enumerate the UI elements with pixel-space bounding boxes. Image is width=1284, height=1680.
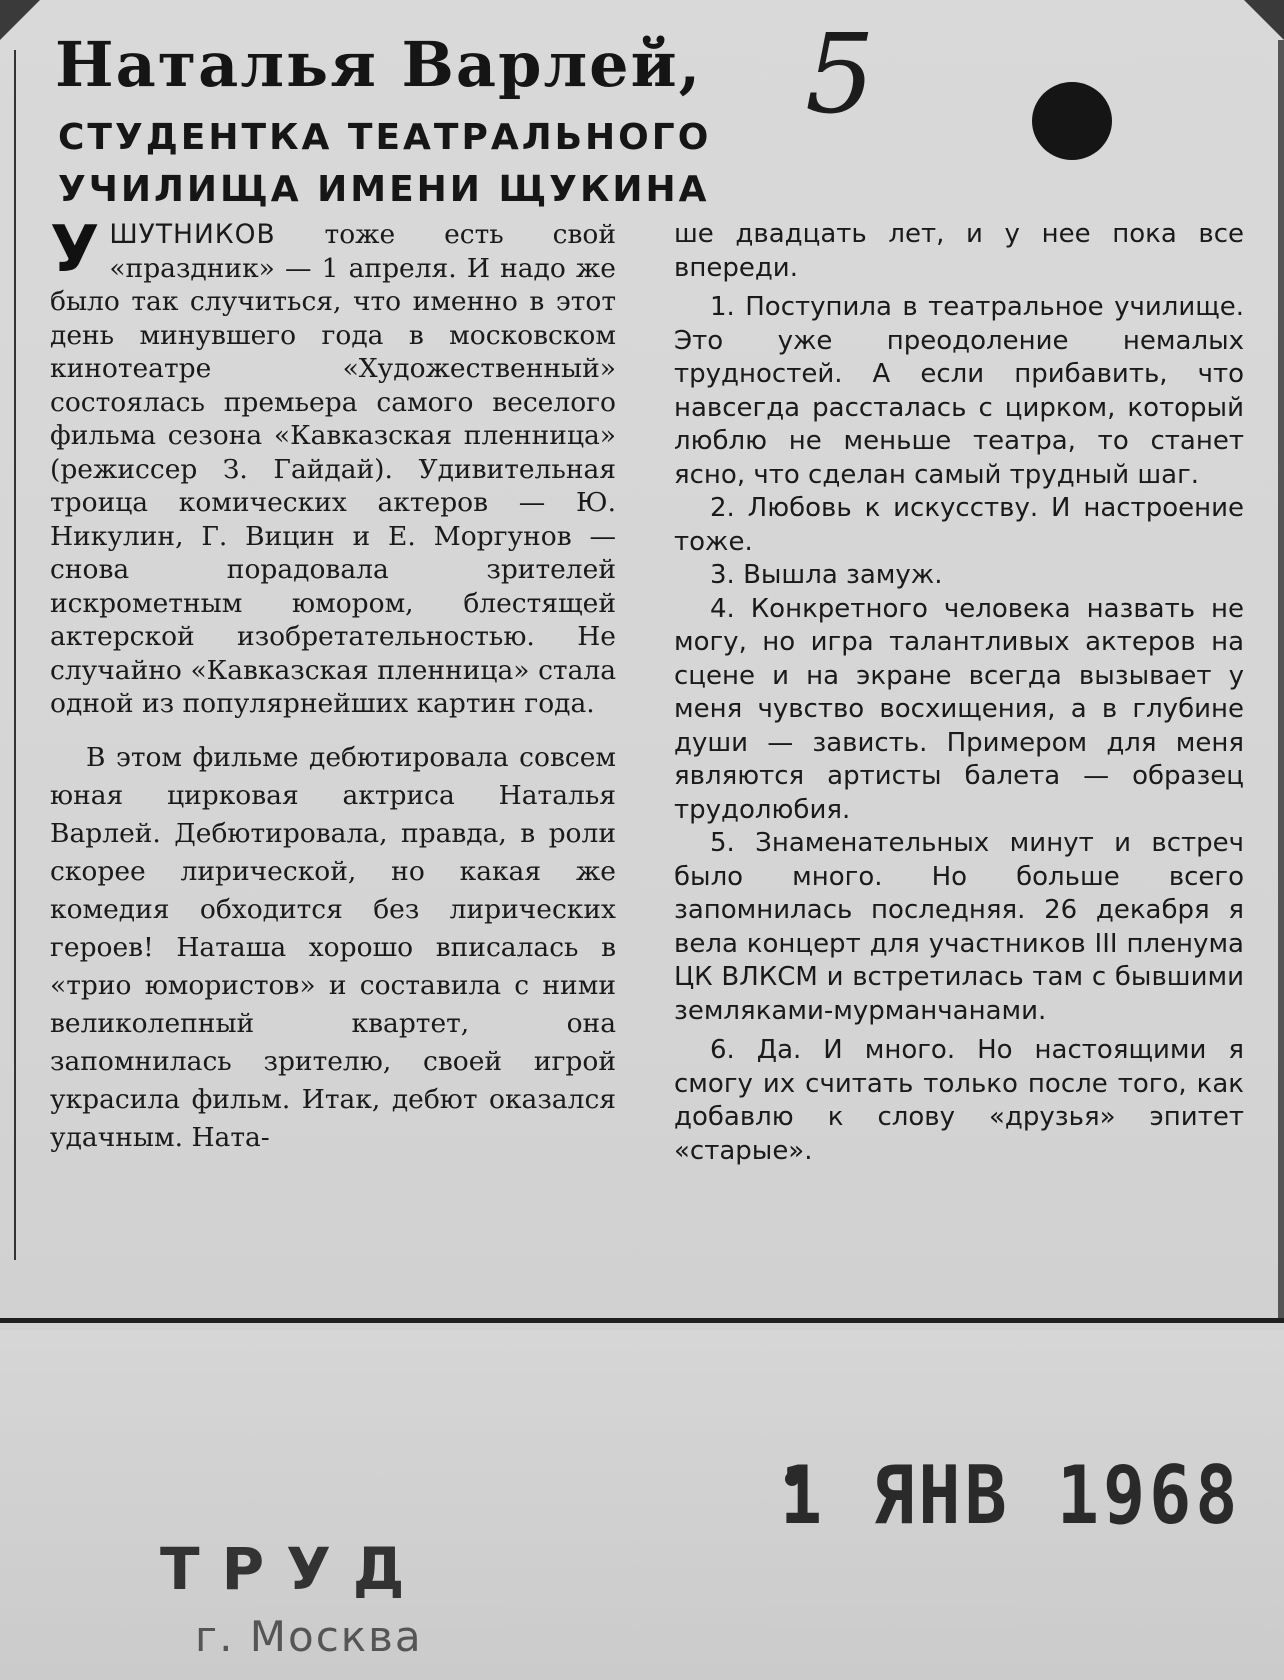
bottom-divider bbox=[0, 1318, 1284, 1323]
article-left-column bbox=[50, 213, 616, 1157]
answer-3: 3. Вышла замуж. bbox=[710, 560, 943, 590]
handwritten-page-number: 5 bbox=[805, 10, 875, 138]
answer-6: 6. Да. И много. Но настоящими я смогу их считать только после того, как добавлю к слову «друзья» эпитет «старые». bbox=[674, 1035, 1244, 1166]
punch-hole bbox=[1032, 82, 1112, 160]
answer-4: 4. Конкретного человека назвать не могу, но игра талантливых актеров на сцене и на экране всегда вызывает у меня чувство восхищения, а в глубине души — зависть. Примером для меня являются артисты балета — образец трудолюбия. bbox=[674, 593, 1244, 825]
paragraph-1-text: тоже есть свой «праздник» — 1 апреля. И надо же было так случиться, что именно в этот день минувшего года в московском кинотеатре «Художественный» состоялась премьера самого веселого фильма сезона «Кавказская пленница» (режиссер З. Гайдай). Удивительная троица комических актеров — Ю. Никулин, Г. Вицин и Е. Моргунов — снова порадовала зрителей искрометным юмором, блестящей актерской изобретательностью. Не случайно «Кавказская пленница» стала одной из популярнейших картин года. bbox=[50, 219, 616, 719]
article-subhead bbox=[58, 112, 711, 216]
subhead-line-1: СТУДЕНТКА ТЕАТРАЛЬНОГО bbox=[58, 117, 712, 158]
newspaper-city-stamp: г. Москва bbox=[195, 1612, 423, 1661]
lead-word: ШУТНИКОВ bbox=[109, 219, 276, 250]
left-paragraph-2: В этом фильме дебютировала совсем юная цирковая актриса Наталья Варлей. Дебютировала, правда, в роли скорее лирической, но какая же комедия обходится без лирических героев! Наташа хорошо вписалась в «трио юмористов» и составила с ними великолепный квартет, она запомнилась зрителю, своей игрой украсила фильм. Итак, дебют оказался удачным. Ната- bbox=[50, 741, 616, 1153]
article-right-column bbox=[674, 218, 1244, 1168]
newspaper-name-stamp: ТРУД bbox=[160, 1535, 427, 1603]
answer-1: 1. Поступила в театральное училище. Это уже преодоление немалых трудностей. А если прибавить, что навсегда рассталась с цирком, который люблю не меньше театра, то станет ясно, что сделан самый трудный шаг. bbox=[674, 292, 1244, 490]
left-paragraph-1 bbox=[50, 213, 616, 721]
right-edge-shadow bbox=[1278, 40, 1284, 1320]
right-continuation: ше двадцать лет, и у нее пока все впереди. bbox=[674, 219, 1244, 283]
answer-2: 2. Любовь к искусству. И настроение тоже. bbox=[674, 493, 1244, 557]
torn-corner-top-left bbox=[0, 0, 40, 40]
subhead-line-2: УЧИЛИЩА ИМЕНИ ЩУКИНА bbox=[58, 169, 710, 210]
article-headline: Наталья Варлей, bbox=[55, 28, 703, 101]
drop-cap: У bbox=[50, 213, 100, 287]
torn-corner-top-right bbox=[1244, 0, 1284, 40]
answer-5: 5. Знаменательных минут и встреч было много. Но больше всего запомнилась последняя. 26 декабря я вела концерт для участников III пленума ЦК ВЛКСМ и встретилась там с бывшими земляками-мурманчанами. bbox=[674, 828, 1244, 1026]
left-border-line bbox=[14, 50, 16, 1260]
date-stamp: 1 ЯНВ 1968 bbox=[780, 1448, 1242, 1543]
